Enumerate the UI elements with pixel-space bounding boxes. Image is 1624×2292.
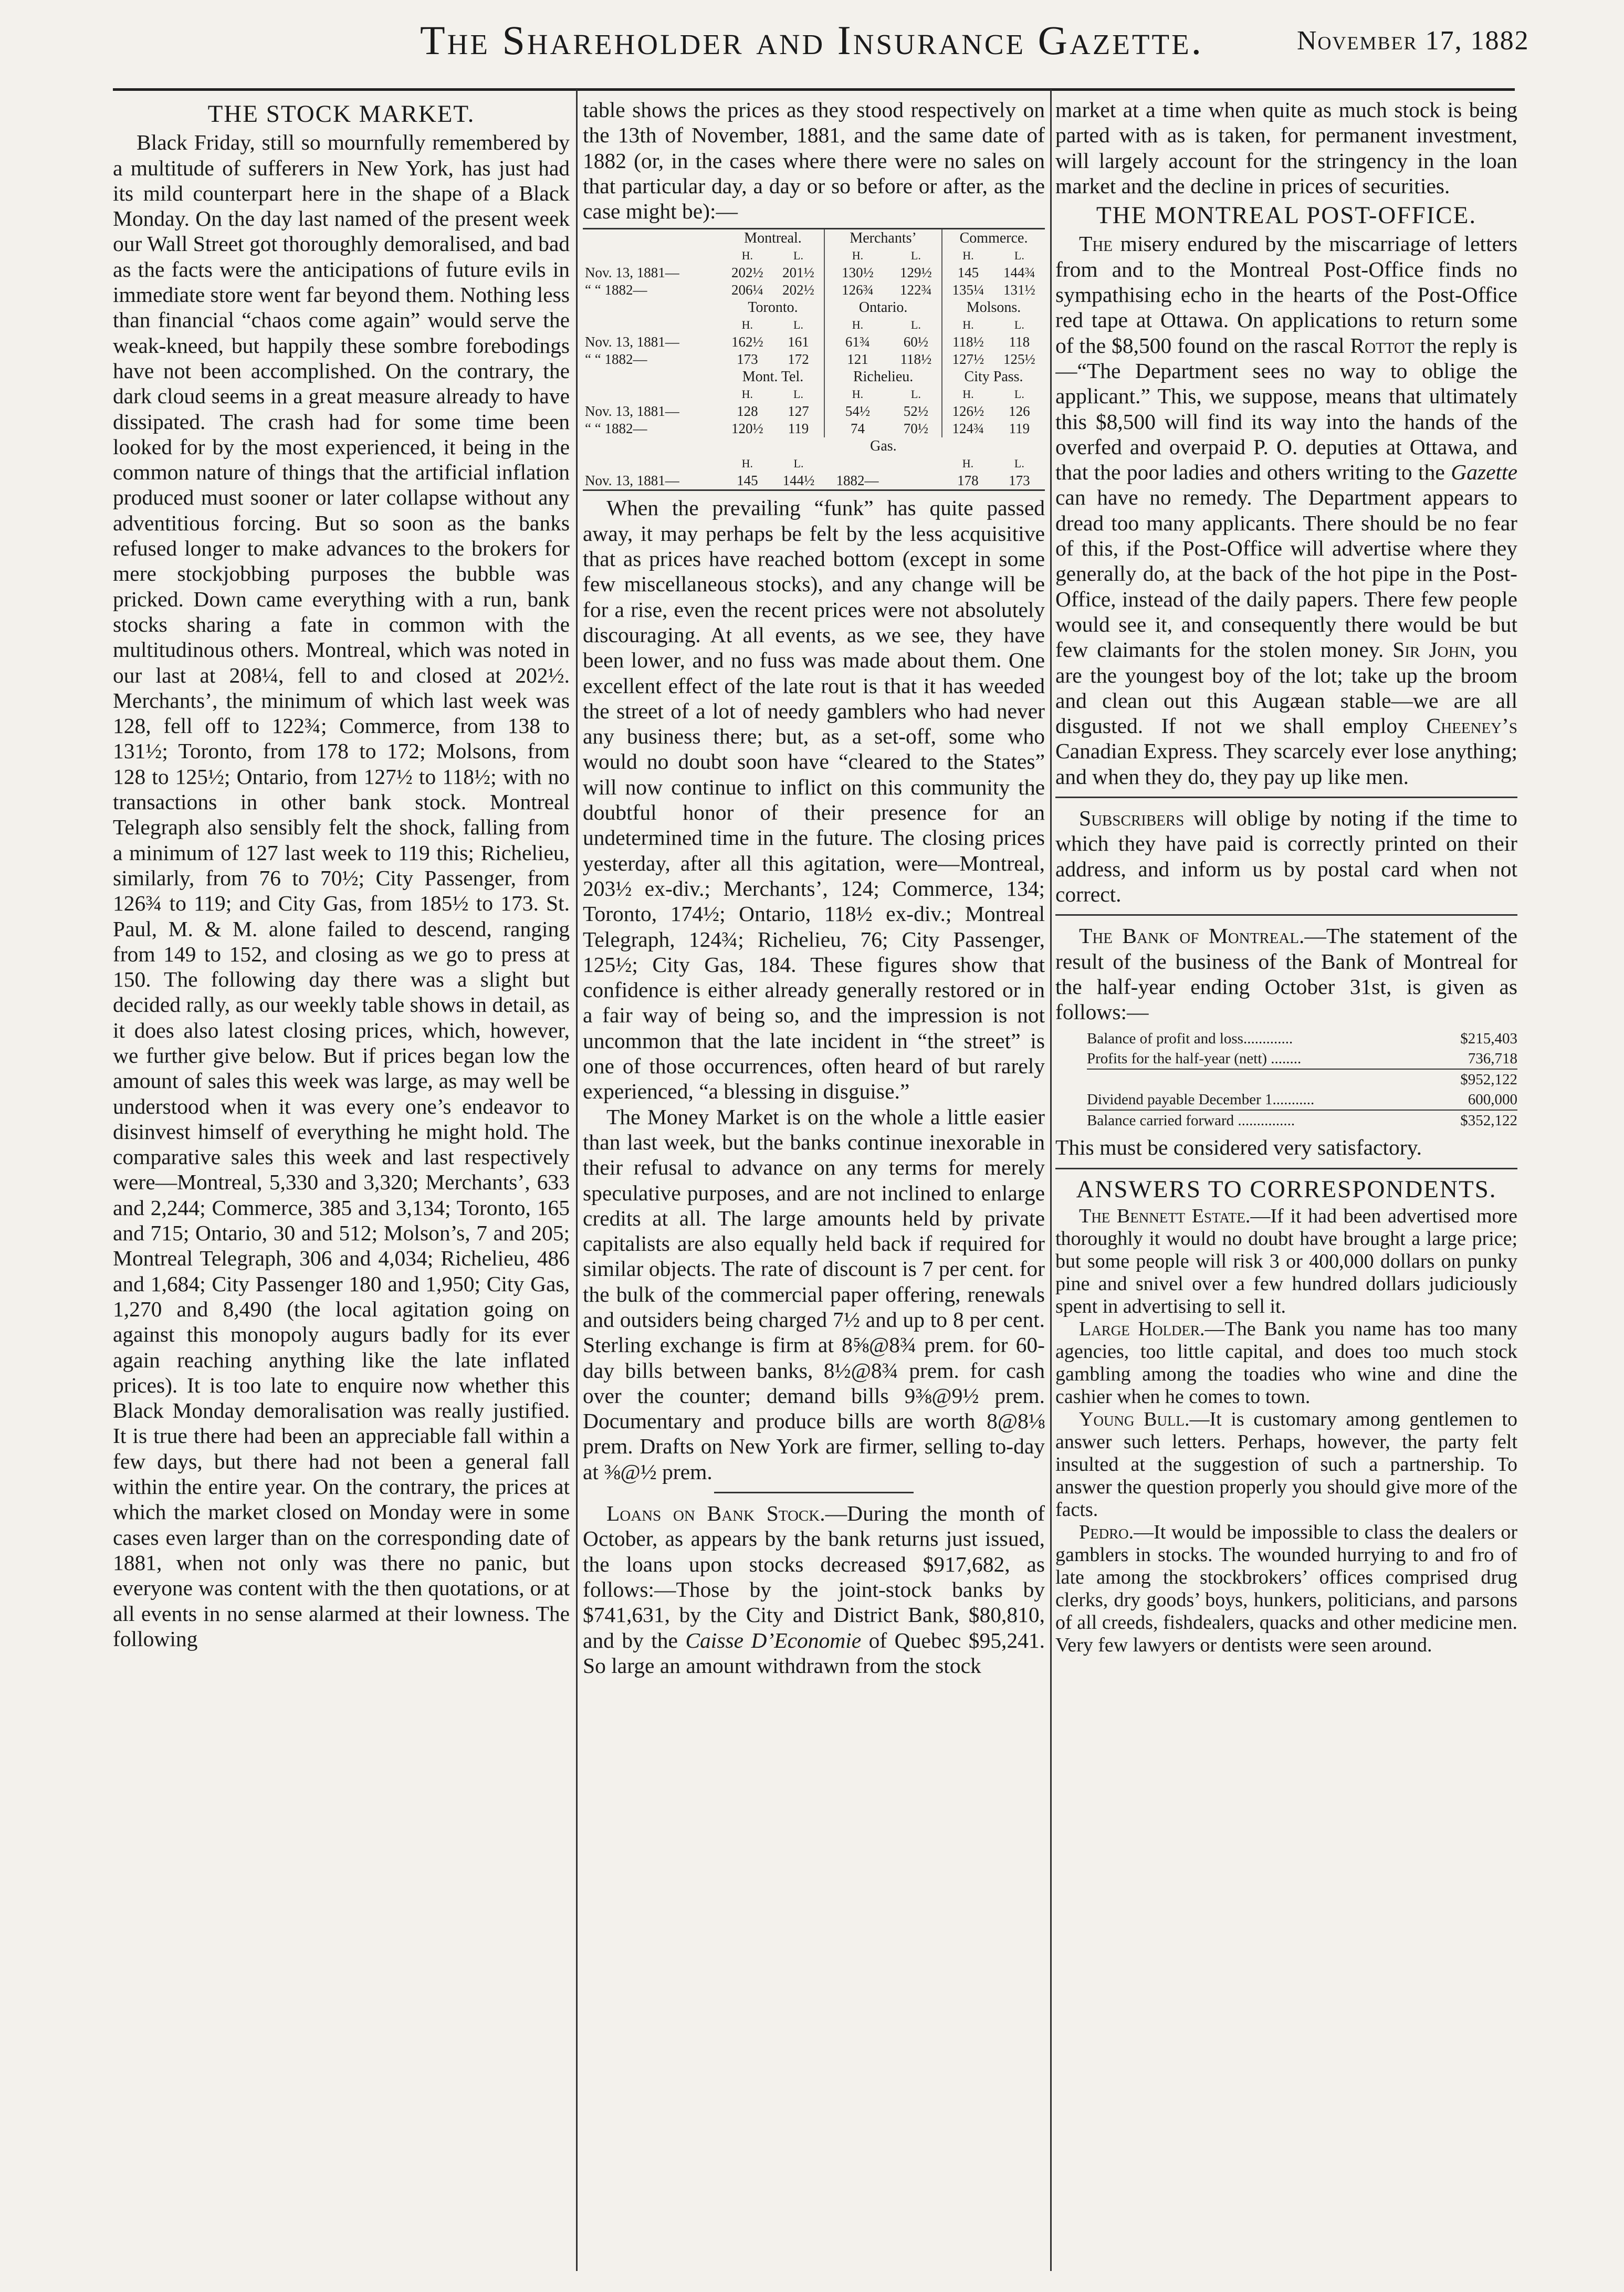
table-row — [583, 420, 1045, 437]
table-hl-row — [583, 385, 1045, 403]
table-row — [583, 472, 1045, 490]
table-group-header — [583, 368, 1045, 385]
loans-continued: market at a time when quite as much stock is being parted with as is taken, for permanent investment, will largely account for the stringency in the loan market and the decline in prices of securities. — [1055, 98, 1517, 198]
high-header: H. — [824, 247, 890, 264]
price-cell: 1882— — [836, 473, 879, 489]
price-cell: 131½ — [1003, 282, 1035, 298]
price-table — [583, 228, 1045, 491]
price-cell: 144¾ — [1003, 265, 1035, 281]
statement-line: Dividend payable December 1........... 600,000 — [1087, 1090, 1517, 1111]
price-cell: 126 — [1009, 403, 1030, 420]
table-cell — [583, 299, 722, 316]
price-cell: 119 — [1009, 421, 1030, 437]
price-cell: 118½ — [900, 351, 932, 368]
stock-name-cell: Toronto. — [748, 299, 798, 316]
high-header: H. — [942, 316, 994, 333]
price-cell: 120½ — [731, 421, 763, 437]
price-cell: 121 — [824, 351, 890, 368]
hl-header — [890, 455, 942, 472]
section-rule — [1055, 914, 1517, 916]
column-2 — [583, 97, 1045, 2281]
high-header: H. — [741, 318, 753, 332]
answer-item: Pedro.—It would be impossible to class the dealers or gamblers in stocks. The wounded hurrying to and fro of late among the stockbrokers’ offices comprised drug clerks, dry goods’ boys, hunkers, politicians, and parsons of all creeds, fishdealers, quacks and other medicine men. Very few lawyers or dentists were seen around. — [1055, 1521, 1517, 1656]
column-divider — [576, 89, 578, 2271]
price-cell: 74 — [824, 420, 890, 437]
price-cell: 127½ — [942, 351, 994, 368]
table-row — [583, 403, 1045, 420]
stock-name-cell: City Pass. — [942, 368, 1045, 385]
loans-lead: Loans on Bank Stock. — [606, 1501, 825, 1526]
table-group-header — [583, 299, 1045, 316]
table-hl-row — [583, 247, 1045, 264]
post-office-paragraph: The misery endured by the miscarriage of letters from and to the Montreal Post-Office finds no sympathising echo in the hearts of the Post-Office red tape at Ottawa. On applications to return some of the $8,500 found on the rascal Rottot the reply is—“The Department sees no way to oblige the applicant.” This, we suppose, means that ultimately this $8,500 will find its way into the hands of the overfed and overpaid P. O. deputies at Ottawa, and that the poor ladies and others writing to the Gazette can have no remedy. The Department appears to dread too many applicants. There should be no fear of this, if the Post-Office will advertise where they generally do, at the back of the hot pipe in the Post-Office, instead of the daily papers. There few people would see it, and consequently there would be but few claimants for the stolen money. Sir John, you are the youngest boy of the lot; take up the broom and clean out this Augæan stable—we are all disgusted. If not we shall employ Cheeney’s Canadian Express. They scarcely ever lose anything; and when they do, they pay up like men. — [1055, 232, 1517, 789]
high-header: H. — [942, 385, 994, 403]
date-cell: “ “ 1882— — [585, 421, 647, 437]
price-cell: 70½ — [903, 421, 929, 437]
stock-name-cell: Merchants’ — [824, 229, 942, 247]
price-cell: 126½ — [942, 403, 994, 420]
date-cell: Nov. 13, 1881— — [585, 334, 679, 350]
table-cell — [583, 229, 722, 247]
loans-paragraph: Loans on Bank Stock.—During the month of October, as appears by the bank returns just issued, the loans upon stocks decreased $917,682, as follows:—Those by the joint-stock banks by $741,631, by the City and District Bank, $80,810, and by the Caisse D’Economie of Quebec $95,241. So large an amount withdrawn from the stock — [583, 1501, 1045, 1678]
price-cell: 118 — [1009, 334, 1030, 350]
statement-line: Balance carried forward ............... $352,122 — [1087, 1112, 1517, 1129]
table-cell — [583, 247, 722, 264]
stock-name-cell: Ontario. — [824, 299, 942, 316]
date-cell: Nov. 13, 1881— — [585, 265, 679, 281]
subscribers-notice: Subscribers will oblige by noting if the time to which they have paid is correctly printed on their address, and inform us by postal card when not correct. — [1055, 806, 1517, 906]
low-header: L. — [793, 318, 803, 332]
price-cell: 119 — [788, 421, 809, 437]
price-cell: 202½ — [731, 265, 763, 281]
hl-header — [824, 455, 890, 472]
high-header: H. — [741, 249, 753, 263]
price-cell — [890, 472, 942, 490]
stock-market-table-intro: table shows the prices as they stood respectively on the 13th of November, 1881, and the same date of 1882 (or, in the cases where there were no sales on that particular day, a day or so before or after, as the case might be):— — [583, 98, 1045, 224]
section-rule — [1055, 1168, 1517, 1169]
column-1 — [113, 97, 570, 2281]
caisse-name: Caisse D’Economie — [685, 1628, 862, 1652]
price-cell: 52½ — [903, 403, 929, 420]
low-header: L. — [910, 318, 921, 332]
price-cell: 60½ — [903, 334, 929, 350]
price-cell: 127 — [788, 403, 809, 420]
bank-of-montreal-paragraph: The Bank of Montreal.—The statement of the result of the business of the Bank of Montreal for the half-year ending October 31st, is given as follows:— — [1055, 924, 1517, 1024]
price-cell: 122¾ — [900, 282, 932, 298]
low-header: L. — [1014, 318, 1024, 332]
table-row — [583, 264, 1045, 281]
stock-market-paragraph: When the prevailing “funk” has quite passed away, it may perhaps be felt by the less acquisitive that as prices have reached bottom (except in some few miscellaneous stocks), and any change will be for a rise, even the recent prices were not absolutely discouraging. At all events, as we see, they have been lower, and no fuss was made about them. One excellent effect of the late rout is that it has weeded the street of a lot of needy gamblers who had never any business there; but, as a set-off, some who would no doubt soon have “cleared to the States” will now continue to inflict on this community the doubtful honor of their presence for an undetermined time in the future. The closing prices yesterday, after all this agitation, were—Montreal, 203½ ex-div.; Merchants’, 124; Commerce, 134; Toronto, 174½; Ontario, 118½ ex-div.; Montreal Telegraph, 124¾; Richelieu, 76; City Passenger, 125½; City Gas, 184. These figures show that confidence is either already generally restored or in a fair way of being so, and the impression is not uncommon that the late incident in “the street” is one of those occurrences, often heard of but rarely experienced, “a blessing in disguise.” — [583, 496, 1045, 1104]
price-cell: 172 — [788, 351, 809, 368]
money-market-paragraph: The Money Market is on the whole a little easier than last week, but the banks continue inexorable in their refusal to advance on any terms for merely speculative purposes, and are not inclined to enlarge credits at all. The large amounts held by private capitalists are also equally held back if required for similar objects. The rate of discount is 7 per cent. for the bulk of the commercial paper offering, renewals and outsiders being charged 7½ and up to 8 per cent. Sterling exchange is firm at 8⅝@8¾ prem. for 60-day bills between banks, 8½@8¾ prem. for cash over the counter; demand bills 9⅜@9½ prem. Documentary and produce bills are worth 8@8⅛ prem. Drafts on New York are firmer, selling to-day at ⅜@½ prem. — [583, 1104, 1045, 1484]
low-header: L. — [910, 388, 921, 401]
date-cell: Nov. 13, 1881— — [585, 473, 679, 489]
hl-header: L. — [793, 457, 804, 470]
answer-item: Young Bull.—It is customary among gentlemen to answer such letters. Perhaps, however, the party felt insulted at the suggestion of such a partnership. To answer the question properly you should give more of the facts. — [1055, 1408, 1517, 1521]
section-rule — [714, 1492, 914, 1493]
stock-name-cell: Commerce. — [942, 229, 1045, 247]
stock-name-cell: Montreal. — [744, 230, 802, 247]
newspaper-title: The Shareholder and Insurance Gazette. — [420, 17, 1204, 63]
price-cell: 129½ — [900, 265, 932, 281]
issue-date: November 17, 1882 — [1297, 26, 1529, 56]
table-cell — [583, 385, 722, 403]
date-cell: “ “ 1882— — [585, 282, 647, 298]
column-3 — [1055, 97, 1517, 2281]
high-header: H. — [824, 385, 890, 403]
price-cell: 145 — [737, 473, 758, 489]
price-cell: 126¾ — [824, 281, 890, 299]
column-divider — [1050, 89, 1052, 2271]
table-row — [583, 281, 1045, 299]
table-row — [583, 351, 1045, 368]
price-cell: 145 — [942, 264, 994, 281]
section-rule — [1055, 797, 1517, 798]
stock-name-cell: Richelieu. — [824, 368, 942, 385]
low-header: L. — [1014, 388, 1024, 401]
price-cell: 173 — [737, 351, 758, 368]
hl-header: H. — [741, 457, 753, 470]
price-cell: 118½ — [942, 333, 994, 351]
low-header: L. — [793, 249, 803, 263]
answers-list — [1055, 1205, 1517, 1657]
price-cell: 178 — [957, 473, 979, 489]
high-header: H. — [824, 316, 890, 333]
price-cell: 135¼ — [942, 281, 994, 299]
price-cell: 162½ — [731, 334, 763, 350]
bank-statement — [1087, 1029, 1517, 1131]
statement-line: Balance of profit and loss............. $215,403 — [1087, 1030, 1517, 1048]
high-header: H. — [741, 388, 753, 401]
table-group-header — [583, 229, 1045, 247]
date-cell: “ “ 1882— — [585, 351, 647, 368]
stock-market-heading: THE STOCK MARKET. — [207, 100, 475, 128]
table-cell — [583, 316, 722, 333]
low-header: L. — [793, 388, 803, 401]
price-cell: 124¾ — [942, 420, 994, 437]
date-cell: Nov. 13, 1881— — [585, 403, 679, 420]
table-hl-row — [583, 455, 1045, 472]
stock-market-paragraph: Black Friday, still so mournfully remembered by a multitude of sufferers in New York, has just had its mild counterpart here in the shape of a Black Monday. On the day last named of the present week our Wall Street got thoroughly demoralised, and bad as the facts were the anticipations of future evils in immediate store went far beyond them. Nothing less than financial “chaos come again” would serve the weak-kneed, but happily these sombre forebodings have not been accomplished. On the contrary, the dark cloud seems in a great measure already to have dissipated. The crash had for some time been looked for by the most experienced, it being in the common nature of things that the artificial inflation produced must sooner or later collapse without any adventitious forcing. But so soon as the banks refused longer to make advances to the brokers for mere stockjobbing purposes the bubble was pricked. Down came everything with a run, bank stocks sharing a fate in common with the multitudinous others. Montreal, which was noted in our last at 208¼, fell to and closed at 202½. Merchants’, the minimum of which last week was 128, fell off to 122¾; Commerce, from 138 to 131½; Toronto, from 178 to 172; Molsons, from 128 to 125½; Ontario, from 127½ to 118½; with no transactions in other bank stock. Montreal Telegraph also sensibly felt the shock, falling from a minimum of 127 last week to 119 this; Richelieu, similarly, from 76 to 70½; City Passenger, from 126¾ to 119; and City Gas, from 185½ to 173. St. Paul, M. & M. alone failed to descend, ranging from 149 to 152, and closing as we go to press at 150. The following day there was a slight but decided rally, as our weekly table shows in detail, as it does also latest closing prices, which, however, we further give below. But if prices began low the amount of sales this week was large, as may well be understood when it was every one’s endeavor to disinvest himself of everything he might hold. The comparative sales this week and last respectively were—Montreal, 5,330 and 3,320; Merchants’, 633 and 2,244; Commerce, 385 and 3,134; Toronto, 165 and 715; Ontario, 30 and 512; Molson’s, 7 and 205; Montreal Telegraph, 306 and 4,034; Richelieu, 486 and 1,684; City Passenger 180 and 1,950; City Gas, 1,270 and 8,490 (the local agitation going on against this monopoly augurs badly for its ever again reaching anything like the late inflated prices). It is too late to enquire now whether this Black Monday demoralisation was really justified. It is true there had been an appreciable fall within a few days, but there had not been a general fall within the entire year. On the contrary, the prices at which the market closed on Monday were in some cases even larger than on the corresponding date of 1881, when not only was there no panic, but everyone was content with the then quotations, or at all events in no sense alarmed at their lowness. The following — [113, 130, 570, 1651]
low-header: L. — [910, 249, 921, 263]
price-cell: 130½ — [824, 264, 890, 281]
statement-line: Profits for the half-year (nett) ........ 736,718 — [1087, 1049, 1517, 1070]
table-cell — [583, 368, 722, 385]
statement-line: $952,122 — [1460, 1071, 1517, 1089]
stock-name-cell: Molsons. — [942, 299, 1045, 316]
hl-header: H. — [962, 457, 974, 470]
table-cell — [583, 437, 722, 455]
answer-item: Large Holder.—The Bank you name has too many agencies, too little capital, and does too much stock gambling among the toadies who wine and dine the cashier when he comes to town. — [1055, 1317, 1517, 1408]
price-cell: 125½ — [1003, 351, 1035, 368]
table-group-header — [583, 437, 1045, 455]
high-header: H. — [942, 247, 994, 264]
masthead — [0, 0, 1624, 89]
bank-statement-closing: This must be considered very satisfactory. — [1055, 1135, 1422, 1160]
hl-header: L. — [1014, 457, 1024, 470]
stock-name-cell: Gas. — [870, 438, 897, 455]
answer-item: The Bennett Estate.—If it had been advertised more thoroughly it would no doubt have brought a large price; but some people will risk 3 or 400,000 dollars on punky pine and snivel over a few hundred dollars judiciously spent in advertising to sell it. — [1055, 1205, 1517, 1317]
price-cell: 54½ — [824, 403, 890, 420]
price-cell: 173 — [1009, 473, 1030, 489]
price-cell: 161 — [788, 334, 809, 350]
price-cell: 128 — [737, 403, 758, 420]
answers-heading: ANSWERS TO CORRESPONDENTS. — [1076, 1175, 1497, 1203]
price-cell: 201½ — [782, 265, 814, 281]
masthead-rule — [113, 88, 1515, 91]
table-cell — [583, 455, 722, 472]
table-hl-row — [583, 316, 1045, 333]
price-cell: 144½ — [782, 473, 815, 489]
stock-name-cell: Mont. Tel. — [742, 369, 804, 385]
table-row — [583, 333, 1045, 351]
post-office-heading: THE MONTREAL POST-OFFICE. — [1096, 202, 1477, 229]
price-cell: 61¾ — [824, 333, 890, 351]
price-cell: 202½ — [782, 282, 814, 298]
low-header: L. — [1014, 249, 1024, 263]
price-cell: 206¼ — [731, 282, 763, 298]
